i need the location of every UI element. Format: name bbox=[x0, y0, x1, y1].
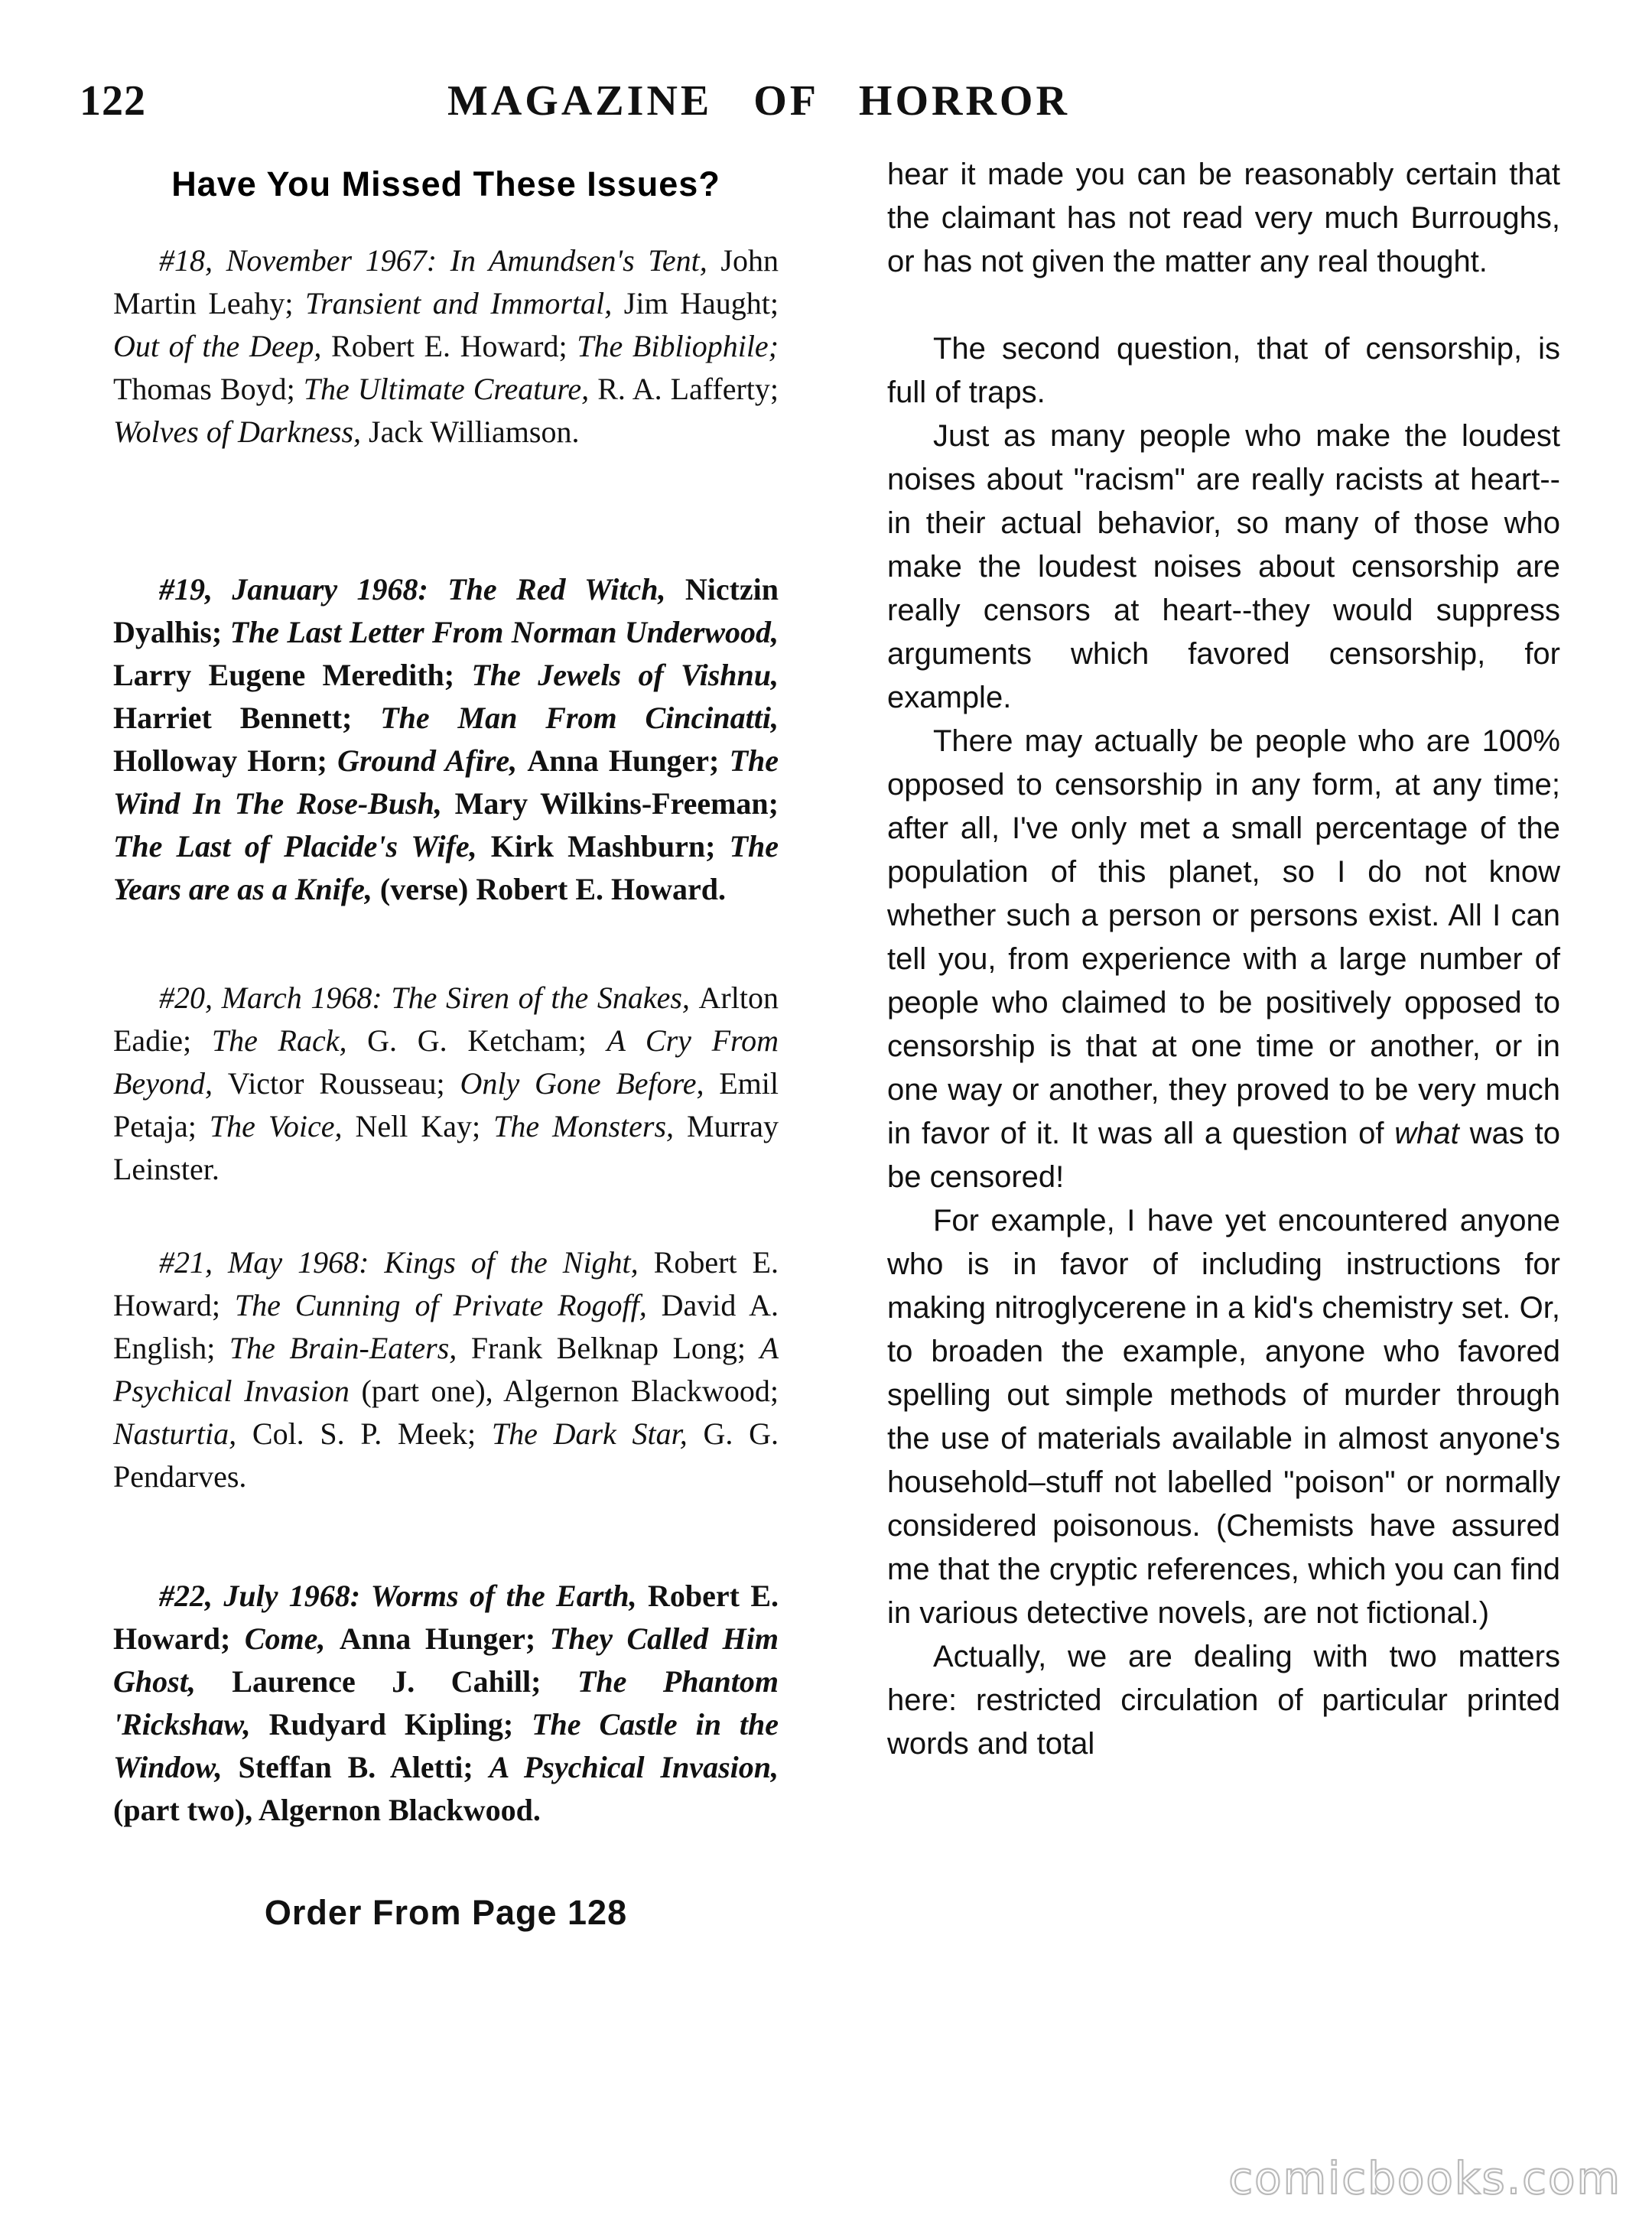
story-author: Anna Hunger; bbox=[339, 1621, 550, 1656]
story-author: Jim Haught; bbox=[623, 286, 779, 320]
story-title: A Cry From Beyond, bbox=[113, 1023, 779, 1101]
article-paragraph bbox=[887, 415, 1560, 720]
story-author: Emil Petaja; bbox=[113, 1066, 779, 1143]
page-header bbox=[0, 76, 1652, 130]
story-author: Col. S. P. Meek; bbox=[252, 1416, 492, 1451]
issue-listing bbox=[113, 239, 779, 454]
ad-heading: Have You Missed These Issues? bbox=[171, 164, 720, 203]
story-title: Wolves of Darkness, bbox=[113, 415, 369, 449]
story-title: The Bibliophile; bbox=[577, 329, 779, 363]
issue-number: #22, July 1968: bbox=[159, 1579, 371, 1613]
story-author: Rudyard Kipling; bbox=[268, 1707, 532, 1742]
story-title: Transient and Immortal, bbox=[305, 286, 624, 320]
paragraph-text: hear it made you can be reasonably certain that the claimant has not read very much Burroughs, or has not given the matter any real thought. bbox=[887, 158, 1560, 278]
story-title: Kings of the Night, bbox=[384, 1245, 654, 1280]
story-title: The Monsters, bbox=[493, 1109, 688, 1143]
back-issues-ad bbox=[113, 164, 779, 2168]
story-title: Worms of the Earth, bbox=[370, 1579, 649, 1613]
watermark: comicbooks.com bbox=[1228, 2152, 1621, 2204]
story-author: (part two), Algernon Blackwood. bbox=[113, 1793, 541, 1827]
paragraph-text: There may actually be people who are 100% opposed to censorship in any form, at any time; after all, I've only met a small percentage of the population of this planet, so I do not know whether such a person or persons exist. All I can tell you, from experience with a large number of people who claimed to be positively opposed to censorship is that at one time or another, or in one way or another, they proved to be very much in favor of it. It was all a question of bbox=[887, 724, 1560, 1150]
article-paragraph bbox=[887, 1635, 1560, 1766]
story-author: John Martin Leahy; bbox=[113, 243, 779, 320]
story-author: Laurence J. Cahill; bbox=[232, 1664, 577, 1699]
story-title: The Last of Placide's Wife, bbox=[113, 829, 491, 863]
story-title: A Psychical Invasion, bbox=[489, 1750, 779, 1784]
order-line: Order From Page 128 bbox=[264, 1893, 628, 1932]
story-author: Robert E. Howard; bbox=[113, 1579, 779, 1656]
paragraph-text: Just as many people who make the loudest noises about "racism" are really racists at heart--in their actual behavior, so many of those who make the loudest noises about censorship are really censors at heart--they would suppress arguments which favored censorship, for example. bbox=[887, 419, 1560, 714]
story-author: R. A. Lafferty; bbox=[597, 372, 779, 406]
story-title: Out of the Deep, bbox=[113, 329, 332, 363]
story-author: G. G. Ketcham; bbox=[367, 1023, 607, 1058]
story-title: The Dark Star, bbox=[491, 1416, 704, 1451]
issue-listing bbox=[113, 1575, 779, 1832]
paragraph-text: was to be censored! bbox=[887, 1117, 1560, 1194]
story-title: The Voice, bbox=[209, 1109, 356, 1143]
running-title: MAGAZINE OF HORROR bbox=[447, 77, 1070, 125]
issue-number: #18, November 1967: bbox=[159, 243, 450, 278]
paragraph-text: The second question, that of censorship, is full of traps. bbox=[887, 332, 1560, 409]
story-title: The Jewels of Vishnu, bbox=[471, 658, 779, 692]
story-author: G. G. Pendarves. bbox=[113, 1416, 779, 1494]
story-title: The Rack, bbox=[211, 1023, 368, 1058]
story-author: David A. English; bbox=[113, 1288, 779, 1365]
story-title: In Amundsen's Tent, bbox=[450, 243, 721, 278]
story-author: (part one), Algernon Blackwood; bbox=[361, 1374, 779, 1408]
paragraph-text: Actually, we are dealing with two matters here: restricted circulation of particular printed words and total bbox=[887, 1640, 1560, 1761]
article-paragraph bbox=[887, 327, 1560, 415]
article-paragraph bbox=[887, 153, 1560, 284]
page-number: 122 bbox=[80, 77, 146, 125]
article-paragraph bbox=[887, 1199, 1560, 1635]
story-title: Only Gone Before, bbox=[460, 1066, 720, 1101]
story-author: Jack Williamson. bbox=[369, 415, 580, 449]
story-title: The Last Letter From Norman Underwood, bbox=[229, 615, 779, 649]
story-title: The Cunning of Private Rogoff, bbox=[234, 1288, 662, 1322]
issue-listing bbox=[113, 977, 779, 1191]
issue-listing bbox=[113, 568, 779, 911]
issue-number: #20, March 1968: bbox=[159, 981, 392, 1015]
story-title: The Brain-Eaters, bbox=[229, 1331, 471, 1365]
story-author: (verse) Robert E. Howard. bbox=[379, 872, 726, 906]
story-author: Victor Rousseau; bbox=[227, 1066, 460, 1101]
story-author: Anna Hunger; bbox=[527, 743, 730, 778]
story-author: Holloway Horn; bbox=[113, 743, 338, 778]
story-title: The Man From Cincinatti, bbox=[380, 701, 779, 735]
story-author: Nictzin Dyalhis; bbox=[113, 572, 779, 649]
story-author: Arlton Eadie; bbox=[113, 981, 779, 1058]
story-title: The Siren of the Snakes, bbox=[391, 981, 699, 1015]
story-author: Murray Leinster. bbox=[113, 1109, 779, 1186]
story-title: The Red Witch, bbox=[447, 572, 685, 607]
story-title: Nasturtia, bbox=[113, 1416, 252, 1451]
story-title: The Phantom 'Rickshaw, bbox=[113, 1664, 779, 1742]
story-title: A Psychical Invasion bbox=[113, 1331, 779, 1408]
story-title: The Years are as a Knife, bbox=[113, 829, 779, 906]
story-author: Nell Kay; bbox=[355, 1109, 494, 1143]
story-author: Larry Eugene Meredith; bbox=[113, 658, 472, 692]
issue-listing bbox=[113, 1241, 779, 1498]
emphasis: what bbox=[1394, 1117, 1459, 1150]
story-title: Ground Afire, bbox=[337, 743, 528, 778]
story-author: Robert E. Howard; bbox=[331, 329, 577, 363]
story-author: Kirk Mashburn; bbox=[490, 829, 730, 863]
story-author: Robert E. Howard; bbox=[113, 1245, 779, 1322]
article-paragraph bbox=[887, 720, 1560, 1199]
issue-number: #19, January 1968: bbox=[159, 572, 448, 607]
paragraph-text: For example, I have yet encountered anyone who is in favor of including instructions for making nitroglycerene in a kid's chemistry set. Or, to broaden the example, anyone who favored spelling out simple methods of murder through the use of materials available in almost anyone's household–stuff not labelled "poison" or normally considered poisonous. (Chemists have assured me that the cryptic references, which you can find in various detective novels, are not fictional.) bbox=[887, 1204, 1560, 1630]
story-title: The Wind In The Rose-Bush, bbox=[113, 743, 779, 821]
story-author: Frank Belknap Long; bbox=[470, 1331, 760, 1365]
story-title: The Ultimate Creature, bbox=[303, 372, 598, 406]
issue-number: #21, May 1968: bbox=[159, 1245, 385, 1280]
article-column bbox=[887, 153, 1560, 2172]
story-author: Harriet Bennett; bbox=[113, 701, 381, 735]
story-author: Thomas Boyd; bbox=[113, 372, 304, 406]
story-author: Mary Wilkins-Freeman; bbox=[454, 786, 779, 821]
story-title: The Castle in the Window, bbox=[113, 1707, 779, 1784]
story-author: Steffan B. Aletti; bbox=[238, 1750, 489, 1784]
story-title: Come, bbox=[244, 1621, 340, 1656]
story-title: They Called Him Ghost, bbox=[113, 1621, 779, 1699]
